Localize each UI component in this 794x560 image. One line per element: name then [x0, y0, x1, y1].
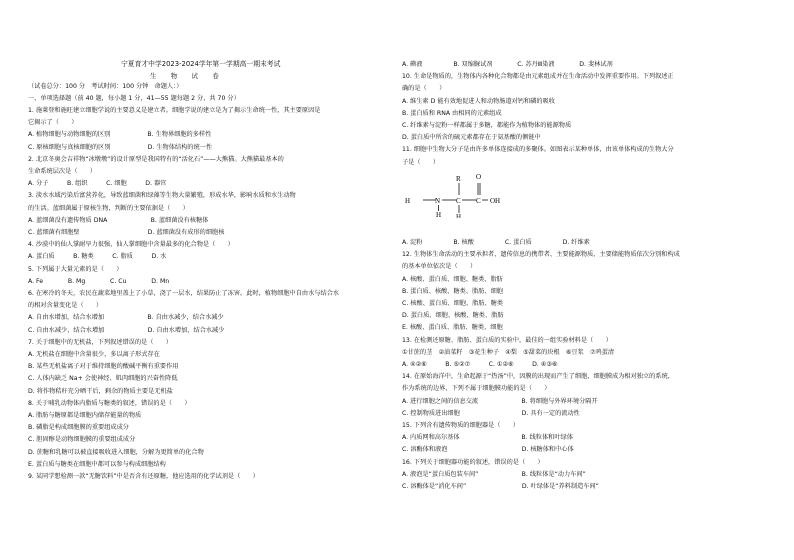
left-text-line: 2. 北京冬奥会吉祥物“冰墩墩”的设计原型是我国特有的“活化石”——大熊猫。大熊猫最基本的	[28, 155, 284, 163]
left-text-line: 的相对含量变化是（ ）	[28, 302, 103, 310]
right-text-line: 12. 生物体生命活动的主要承担者、遗传信息的携带者、主要能源物质、主要储能物质依次分别和构成	[402, 251, 680, 259]
h-atom-on-c: H	[456, 213, 462, 218]
left-text-line: 4. 沙漠中的仙人掌耐旱力很强，仙人掌细胞中含量最多的化合物是（ ）	[28, 241, 234, 249]
h-atom-on-n: H	[436, 211, 442, 218]
right-text-line: 作为系统的边界，下列不属于细胞膜功能的是（ ）	[402, 385, 551, 393]
right-text-line: C. 纤维素与淀粉一样都属于多糖，都能作为植物体的能源物质	[402, 122, 572, 129]
left-text-line: C. 胆固醇是动物细胞膜的重要组成成分	[28, 436, 136, 444]
right-text-line: A. ④②⑥ B. ⑤②⑦ C. ①②⑥ D. ④③⑥	[402, 361, 558, 368]
left-text-line: 的生活。蓝细菌属于原核生物，判断的主要依据是（ ）	[28, 204, 189, 212]
right-text-line: A. 维生素 D 能有效地促进人和动物肠道对钙和磷的吸收	[402, 97, 555, 105]
right-text-line: B. 蛋白质、核酸、糖类、脂肪、细胞	[402, 287, 503, 295]
n-atom: N	[435, 197, 441, 205]
right-text-line: C. 溶酶体和液泡 D. 核糖体和中心体	[402, 446, 574, 454]
right-text-line: A. 进行细胞之间的信息交流 B. 将细胞与外界环境分隔开	[402, 397, 598, 405]
right-text-line: D. 蛋白质、细胞、核酸、糖类、脂肪	[402, 312, 504, 320]
left-text-line: A. 自由水增加，结合水增加 B. 自由水减少，结合水减少	[28, 314, 224, 322]
left-text-line: C. 原核细胞与真核细胞的区别 D. 生物体结构的统一性	[28, 143, 213, 151]
left-text-line: 7. 关于细胞中的无机盐，下列叙述错误的是（ ）	[28, 338, 172, 346]
left-text-line: 一、单项选择题（前 40 题，每小题 1 分，41—55 题每题 2 分，共 70 分）	[28, 95, 240, 102]
right-text-line: 子是（ ）	[402, 158, 440, 166]
left-text-line: （试卷总分：100 分 考试时间：100 分钟 命题人：）	[28, 83, 183, 90]
right-text-line: C. 控制物质进出细胞 D. 具有一定的流动性	[402, 409, 580, 417]
right-text-line: D. 蛋白质中所含的硫元素都存在于氨基酸的侧链中	[402, 134, 541, 142]
left-text-line: 生命系统层次是（ ）	[28, 168, 97, 175]
amino-acid-structure-figure	[402, 163, 522, 218]
right-text-line: 13. 在检测还原糖、脂肪、蛋白质的实验中，最佳的一组实验材料是（ ）	[402, 336, 612, 344]
left-text-line: D. 将作物秸秆充分晒干后，剩余的物质主要是无机盐	[28, 387, 173, 395]
left-text-line: A. 脂肪与糖原都是细胞内储存能量的物质	[28, 412, 142, 419]
oh-group: OH	[490, 197, 501, 205]
left-text-line: 8. 关于哺乳动物体内脂质与糖类的叙述，错误的是（ ）	[28, 399, 191, 407]
left-text-line: A. 植物细胞与动物细胞的区别 B. 生物界细胞的多样性	[28, 131, 212, 139]
left-text-line: A. 蓝细菌没有遗传物质 DNA B. 蓝细菌没有核糖体	[28, 216, 209, 224]
left-text-line: C. 蓝细菌有细胞壁 D. 蓝细菌没有成形的细胞核	[28, 229, 225, 236]
right-text-line: 14. 在原始海洋中，生命起源于“热汤”中，因膜的出现而产生了细胞，细胞膜成为相对独立的系统，	[402, 373, 674, 381]
right-text-line: C. 溶酶体是“消化车间” D. 叶绿体是“养料制造车间”	[402, 483, 599, 490]
right-text-line: C. 核酸、蛋白质、细胞、脂肪、糖类	[402, 300, 504, 307]
right-text-line: A. 淀粉 B. 核酸 C. 蛋白质 D. 纤维素	[402, 239, 590, 246]
o-atom: O	[476, 173, 482, 181]
left-text-line: A. 无机盐在细胞中含量很少，多以离子形式存在	[28, 351, 160, 358]
left-text-line: D. 蔗糖和乳糖可以被直接吸收进入细胞，分解为更简单的化合物	[28, 448, 204, 456]
exam-title: 宁夏育才中学2023-2024学年第一学期高一期末考试	[121, 60, 281, 68]
left-text-line: B. 某些无机盐离子对于维持细胞的酸碱平衡有重要作用	[28, 363, 179, 371]
right-text-line: 确的是（ ）	[402, 85, 446, 93]
exam-subject: 生 物 试 卷	[150, 72, 223, 80]
right-text-line: A. 碘液 B. 双缩脲试剂 C. 苏丹Ⅲ染液 D. 斐林试剂	[402, 61, 613, 68]
right-text-line: E. 核酸、蛋白质、脂肪、糖类、细胞	[402, 324, 503, 332]
left-text-line: A. 分子 B. 组织 C. 细胞 D. 器官	[28, 180, 167, 188]
left-text-line: A. Fe B. Mg C. Cu D. Mn	[28, 277, 170, 285]
right-text-line: ①甘蔗的茎 ②油菜籽 ③花生种子 ④梨 ⑤甜菜的块根 ⑥豆浆 ⑦鸡蛋清	[402, 348, 615, 356]
left-text-line: A. 蛋白质 B. 糖类 C. 脂质 D. 水	[28, 253, 167, 261]
left-text-line: 9. 某同学想检测一款“无糖饮料”中是否含有还原糖，他应选用的化学试剂是（ ）	[28, 473, 259, 480]
right-text-line: A. 核酸、蛋白质、细胞、糖类、脂肪	[402, 275, 503, 283]
left-text-line: C. 人体内缺乏 Na+ 会使神经、肌肉细胞的兴奋性降低	[28, 375, 178, 383]
left-text-line: 它揭示了（ ）	[28, 119, 78, 127]
right-text-line: A. 内质网和高尔基体 B. 线粒体和叶绿体	[402, 434, 573, 442]
r-group: R	[456, 175, 461, 183]
left-text-line: 5. 下列属于大量元素的是（ ）	[28, 265, 123, 273]
c-alpha-atom: C	[456, 197, 461, 205]
right-text-line: 的基本单位依次是（ ）	[402, 263, 477, 271]
left-text-line: E. 蛋白质与糖类在细胞中都可以参与构成细胞结构	[28, 460, 166, 468]
right-text-line: 10. 生命是物质的，生物体内各种化合物都是由元素组成并在生命活动中发挥重要作用。下列叙述正	[402, 73, 674, 81]
right-text-line: 16. 下列关于细胞器功能的叙述，错误的是（ ）	[402, 458, 544, 466]
right-text-line: B. 蛋白质和 RNA 由相同的元素组成	[402, 109, 502, 117]
left-text-line: 6. 在寒冷的冬天，农民在蔬菜地里盖上了小草，浇了一层水，结果防止了冻害。此时，植物细胞中自由水与结合水	[28, 290, 340, 297]
h-atom: H	[405, 197, 411, 205]
left-text-line: C. 自由水减少，结合水增加 D. 自由水增加，结合水减少	[28, 326, 225, 334]
c-carboxyl-atom: C	[476, 197, 481, 205]
left-text-line: B. 磷脂是构成细胞膜的重要组成成分	[28, 424, 129, 432]
right-text-line: 15. 下列含有遗传物质的细胞器是（ ）	[402, 422, 519, 429]
right-text-line: A. 液泡是“蛋白质包装车间” B. 线粒体是“动力车间”	[402, 470, 586, 478]
left-text-line: 3. 淡水水域污染后富营养化，导致蓝细菌和绿藻等生物大量繁殖，形成水华，影响水质和水生动物	[28, 192, 296, 200]
right-text-line: 11. 细胞中生物大分子是由许多单体连接成的多聚体。如图表示某种单体，由该单体构成的生物大分	[402, 146, 674, 154]
left-text-line: 1. 施莱登和施旺建立细胞学说的主要意义是建立者。细胞学说的建立是为了揭示生命统一性，其主要原因是	[28, 107, 321, 114]
